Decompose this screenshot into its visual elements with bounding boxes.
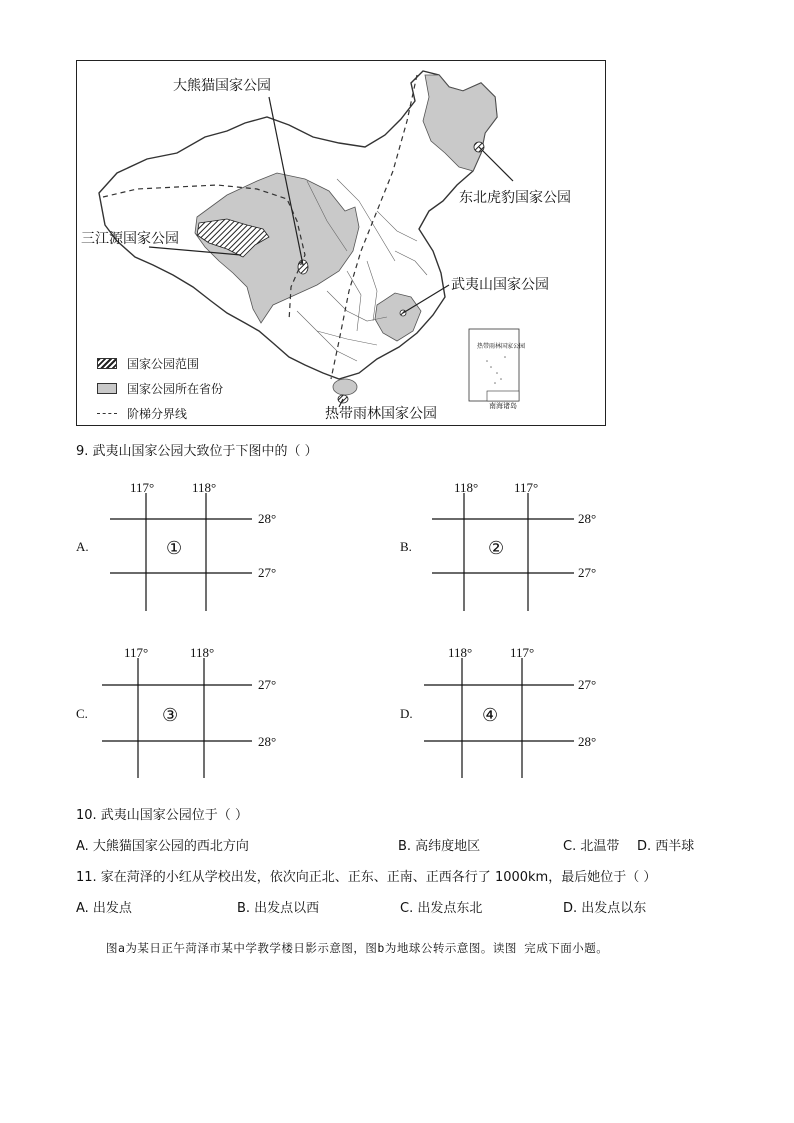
hainan-province bbox=[333, 379, 357, 395]
q9-a-lon-left: 117° bbox=[130, 480, 155, 495]
q9-option-a-letter: A. bbox=[76, 539, 89, 554]
q9-d-lon-right: 117° bbox=[510, 645, 535, 660]
next-question-caption: 图a为某日正午菏泽市某中学教学楼日影示意图，图b为地球公转示意图。读图 完成下面小题。 bbox=[106, 941, 609, 955]
china-national-parks-map bbox=[76, 60, 606, 426]
legend-park-range bbox=[97, 355, 199, 372]
q10-option-b[interactable]: B. 高纬度地区 bbox=[398, 839, 481, 854]
q9-a-lat-top: 28° bbox=[258, 511, 277, 526]
q11-option-a[interactable]: A. 出发点 bbox=[76, 901, 132, 916]
legend-step-line-label: 阶梯分界线 bbox=[127, 407, 188, 421]
q9-b-lon-left: 118° bbox=[454, 480, 479, 495]
q11-stem: 11. 家在菏泽的小红从学校出发，依次向正北、正东、正南、正西各行了 1000km，最后她位于（ ） bbox=[76, 870, 657, 885]
q9-d-lat-top: 27° bbox=[578, 677, 597, 692]
q9-b-mark: ② bbox=[488, 538, 505, 559]
q9-d-mark: ④ bbox=[482, 705, 499, 726]
dashed-line-icon bbox=[97, 413, 117, 414]
q9-d-lon-left: 118° bbox=[448, 645, 473, 660]
q9-option-d-grid bbox=[424, 658, 574, 778]
panda-park-label: 大熊猫国家公园 bbox=[173, 78, 271, 94]
q9-a-mark: ① bbox=[166, 538, 183, 559]
inset-bottom-label: 南海诸岛 bbox=[489, 402, 517, 410]
q11-option-c[interactable]: C. 出发点东北 bbox=[400, 901, 483, 916]
tiger-park-label: 东北虎豹国家公园 bbox=[459, 190, 571, 206]
q9-b-lat-top: 28° bbox=[578, 511, 597, 526]
q9-c-mark: ③ bbox=[162, 705, 179, 726]
legend-park-province bbox=[97, 380, 223, 397]
legend-park-range-label: 国家公园范围 bbox=[127, 357, 200, 371]
q10-option-d[interactable]: D. 西半球 bbox=[637, 839, 695, 854]
q9-c-lat-bottom: 28° bbox=[258, 734, 277, 749]
rainforest-park-label: 热带雨林国家公园 bbox=[325, 406, 437, 422]
inset-top-label: 热带雨林国家公园 bbox=[477, 343, 526, 350]
q11-option-d[interactable]: D. 出发点以东 bbox=[563, 901, 647, 916]
legend-step-line bbox=[97, 405, 187, 422]
q10-option-c[interactable]: C. 北温带 bbox=[563, 839, 620, 854]
q9-c-lon-left: 117° bbox=[124, 645, 149, 660]
q9-a-lat-bottom: 27° bbox=[258, 565, 277, 580]
q9-option-b-letter: B. bbox=[400, 539, 412, 554]
q9-a-lon-right: 118° bbox=[192, 480, 217, 495]
inset-box bbox=[469, 329, 519, 401]
q9-option-c-letter: C. bbox=[76, 706, 88, 721]
q11-option-b[interactable]: B. 出发点以西 bbox=[237, 901, 320, 916]
q10-option-a[interactable]: A. 大熊猫国家公园的西北方向 bbox=[76, 839, 249, 854]
hatch-swatch-icon bbox=[97, 358, 117, 369]
q10-stem: 10. 武夷山国家公园位于（ ） bbox=[76, 808, 248, 823]
wuyishan-park-label: 武夷山国家公园 bbox=[451, 277, 549, 293]
legend-park-province-label: 国家公园所在省份 bbox=[127, 382, 224, 396]
q9-d-lat-bottom: 28° bbox=[578, 734, 597, 749]
q9-b-lon-right: 117° bbox=[514, 480, 539, 495]
q9-b-lat-bottom: 27° bbox=[578, 565, 597, 580]
q9-stem: 9. 武夷山国家公园大致位于下图中的（ ） bbox=[76, 444, 318, 459]
sanjiangyuan-park-label: 三江源国家公园 bbox=[81, 231, 179, 247]
q9-option-d-letter: D. bbox=[400, 706, 413, 721]
gray-swatch-icon bbox=[97, 383, 117, 394]
q9-c-lon-right: 118° bbox=[190, 645, 215, 660]
q9-c-lat-top: 27° bbox=[258, 677, 277, 692]
